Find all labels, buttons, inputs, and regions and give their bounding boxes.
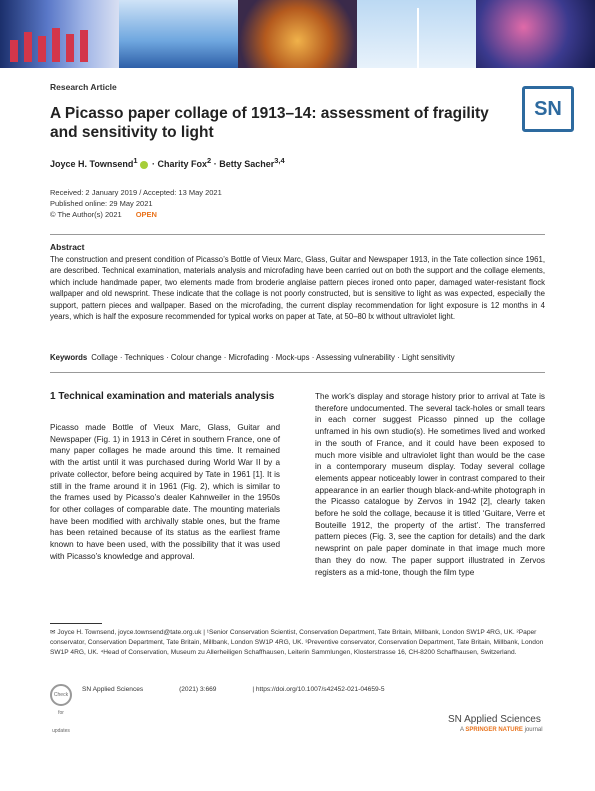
divider (50, 372, 545, 373)
banner-image-4 (357, 0, 476, 68)
published-date: Published online: 29 May 2021 (50, 199, 153, 208)
article-dates (50, 187, 222, 220)
banner-image-1 (0, 0, 119, 68)
open-access-badge: OPEN (135, 210, 157, 219)
banner-image-5 (476, 0, 595, 68)
banner-image-3 (238, 0, 357, 68)
journal-name: SN Applied Sciences (82, 686, 144, 693)
author-name[interactable]: Charity Fox (157, 159, 208, 169)
check-for-updates-icon[interactable]: Check for updates (50, 684, 72, 706)
affiliation-marker: 2 (207, 156, 212, 165)
received-accepted: Received: 2 January 2019 / Accepted: 13 May 2021 (50, 188, 222, 197)
affiliation-footnote: ✉ Joyce H. Townsend, joyce.townsend@tate.org.uk | ¹Senior Conservation Scientist, Conservation Department, Tate Britain, Millbank, London SW1P 4RG, UK. ²Paper conservator, Conservation Department, Tate Britain, Millbank, London SW1P 4RG, UK. ³Preventive conservator, Conservation Department, Tate Britain, Millbank, London SW1P 4RG, UK. ⁴Head of Conservation, Museum zu Allerheiligen Schaffhausen, Leiterin Sammlungen, Klosterstrasse 16, CH-8200 Schaffhausen, Switzerland. (50, 629, 544, 656)
copyright: © The Author(s) 2021 (50, 210, 122, 219)
journal-brand: SN Applied Sciences (448, 714, 541, 725)
publisher-name: SPRINGER NATURE (465, 727, 523, 733)
orcid-icon[interactable] (140, 161, 148, 169)
author-name[interactable]: Betty Sacher (219, 159, 275, 169)
publisher-suffix: journal (524, 727, 543, 733)
banner-image-2 (119, 0, 238, 68)
body-column-right: The work’s display and storage history prior to arrival at Tate is therefore undocumented. The several tack-holes or small tears in each corner suggest Picasso pinned up the collage unframed in his own studio(s). He sometimes lived and worked in the south of France, and it could have been exposed to much more visible and ultraviolet light than would be the case in a contemporary museum display. Today several collage elements appear noticeably lower in contrast compared to their appearance in an earlier though black-and-white photograph in the Picasso catalogue by Zervos in 1942 [2], clearly taken before he sold the collage, because it is titled ‘Guitare, Verre et Bouteille 1912, the property of the artist’. The transferred pattern pieces (Fig. 3, see the caption for details) and the dark newsprint on pale paper dominate in that image much more than they do now. The paper support illustrated in Zervos registers as a mid-tone, though the film type (315, 392, 545, 577)
footnote-divider (50, 623, 102, 624)
citation-line (82, 686, 419, 693)
abstract-text: The construction and present condition of Picasso’s Bottle of Vieux Marc, Glass, Guitar and Newspaper 1913, in the Tate collection since 1961, are described. Technical examination, materials analysis and microfading have been carried out on both the support and the collage elements, which include handmade paper, two elements made from broderie anglaise pattern pieces ironed onto paper, damaged water-resistant flock wallpaper and old newsprint. These indicate that the collage is not poorly constructed, but is sensitive to light as was expected, especially the support, pattern pieces and wallpaper. Based on the microfading, the current display recommendation for light exposure is 12 months in 4 years, which is half the exposure recommended for typical works on paper at Tate, at 50–80 lx without ultraviolet light. (50, 255, 545, 322)
divider (50, 234, 545, 235)
keywords (50, 353, 455, 362)
keywords-label: Keywords (50, 353, 88, 362)
author-name[interactable]: Joyce H. Townsend (50, 159, 134, 169)
journal-logo[interactable]: SN (522, 86, 574, 132)
section-heading: 1 Technical examination and materials analysis (50, 391, 275, 402)
abstract-heading: Abstract (50, 242, 85, 252)
article-type: Research Article (50, 82, 117, 92)
header-banner (0, 0, 595, 68)
volume: (2021) 3:669 (179, 686, 217, 693)
affiliation-marker: 3,4 (274, 156, 285, 165)
doi-link[interactable]: | https://doi.org/10.1007/s42452-021-04659-5 (252, 686, 385, 693)
affiliation-marker: 1 (133, 156, 138, 165)
article-title: A Picasso paper collage of 1913–14: assessment of fragility and sensitivity to light (50, 105, 489, 141)
keywords-text: Collage · Techniques · Colour change · Microfading · Mock-ups · Assessing vulnerability · Light sensitivity (91, 353, 455, 362)
author-list: Joyce H. Townsend$^1$ · Charity Fox$^2$ · Betty Sacher$^{3,4}$ (50, 156, 285, 169)
body-column-left: Picasso made Bottle of Vieux Marc, Glass, Guitar and Newspaper (Fig. 1) in 1913 in Céret in southern France, one of many paper collages he made around this time. It remained with the artist until it was purchased during World War II by a private collector, before being acquired by Tate in 1961 [1]. It is still in the frame around it in 1961 (Fig. 2), which is similar to the frames used by Picasso’s dealer Kahnweiler in the 1950s for other collages of comparable date. The mounting materials have been modified with archivally stable ones, but the frame has been retained because of its status as the earliest frame known to have been used, with the possibility that it was used with Picasso’s knowledge and approval. (50, 423, 280, 561)
publisher-prefix: A (460, 727, 464, 733)
publisher-brand (460, 727, 543, 733)
